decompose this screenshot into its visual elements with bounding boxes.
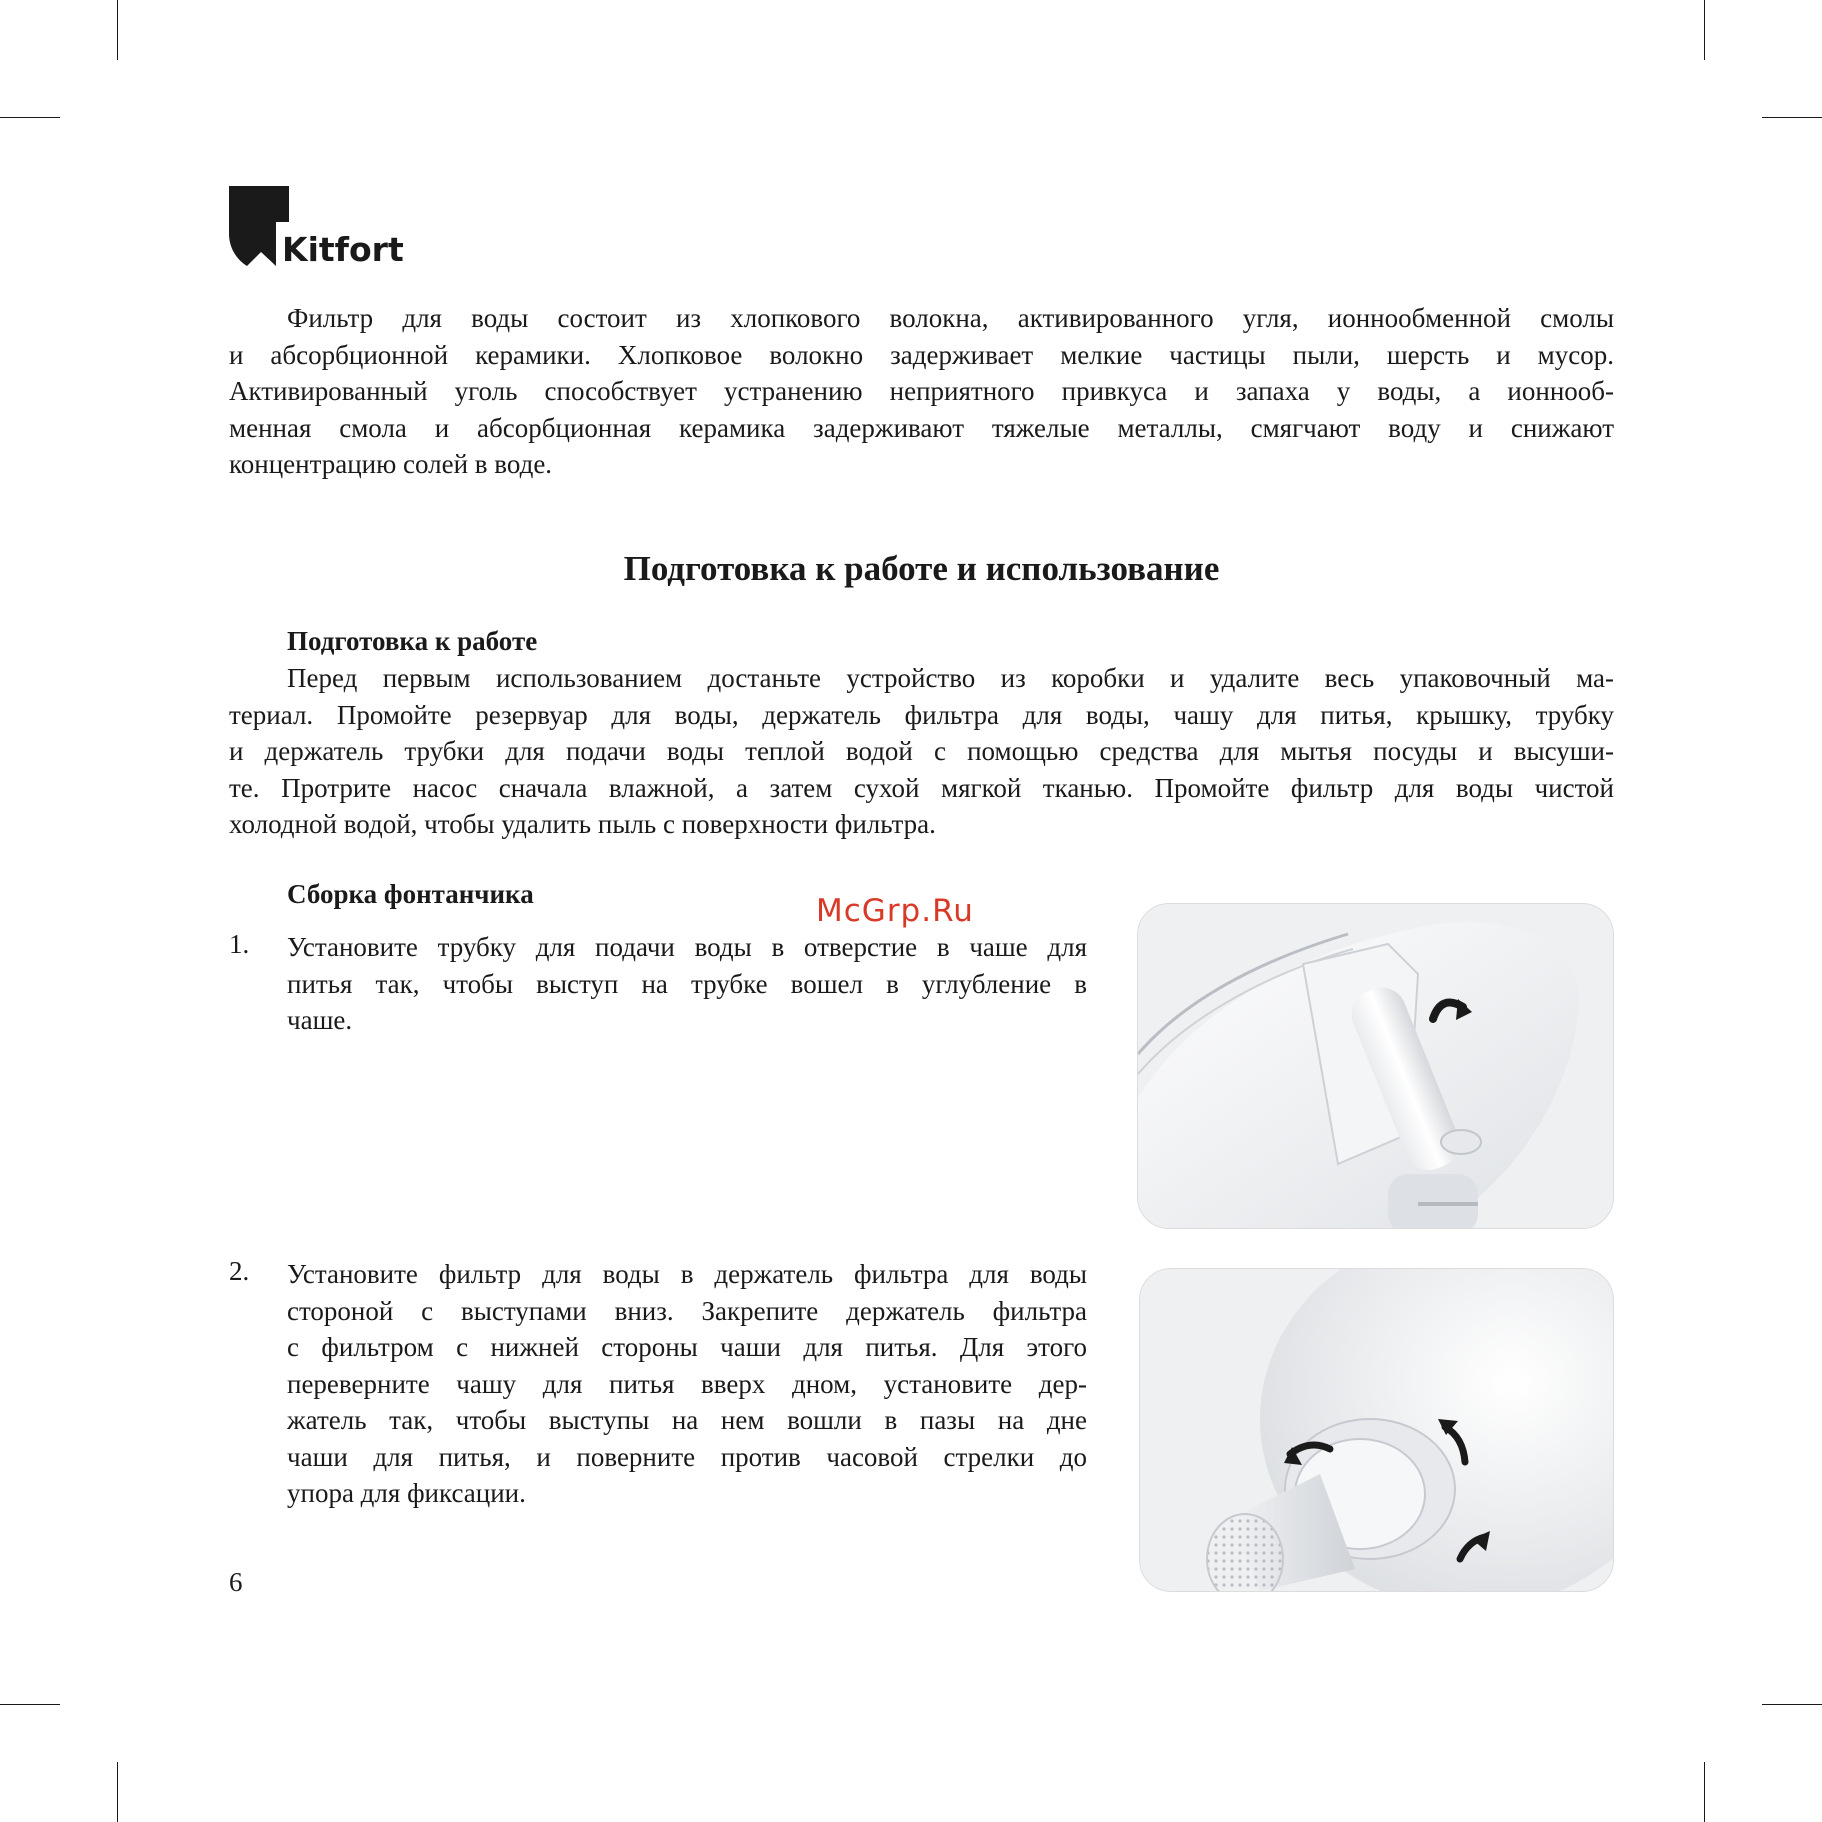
text-line: те. Протрите насос сначала влажной, а затем сухой мягкой тканью. Промойте фильтр для воды чистой	[229, 772, 1614, 803]
text-line: менная смола и абсорбционная керамика задерживают тяжелые металлы, смягчают воду и снижают	[229, 412, 1614, 443]
text-line: питья так, чтобы выступ на трубке вошел в углубление в	[287, 968, 1087, 999]
text-line: чаши для питья, и поверните против часовой стрелки до	[287, 1441, 1087, 1472]
text-line: Установите фильтр для воды в держатель фильтра для воды	[287, 1259, 1087, 1289]
crop-mark	[0, 117, 60, 118]
preparation-paragraph	[229, 660, 1614, 843]
bowl-tube-illustration	[1138, 904, 1613, 1228]
text-line: холодной водой, чтобы удалить пыль с поверхности фильтра.	[229, 809, 936, 839]
watermark: McGrp.Ru	[816, 893, 974, 929]
text-line: чаше.	[287, 1005, 353, 1035]
section-title: Подготовка к работе и использование	[623, 549, 1220, 588]
brand-logo	[229, 186, 409, 272]
crop-mark	[1762, 1704, 1822, 1705]
crop-mark	[0, 1704, 60, 1705]
text-line: Фильтр для воды состоит из хлопкового волокна, активированного угля, ионнообменной смолы	[287, 303, 1614, 333]
crop-mark	[1704, 1762, 1705, 1822]
intro-paragraph	[229, 300, 1614, 483]
text-line: жатель так, чтобы выступы на нем вошли в пазы на дне	[287, 1405, 1087, 1435]
text-line: упора для фиксации.	[287, 1478, 526, 1508]
text-line: и держатель трубки для подачи воды теплой водой с помощью средства для мытья посуды и высуши-	[229, 736, 1614, 766]
crop-mark	[117, 0, 118, 60]
crop-mark	[1704, 0, 1705, 60]
text-line: Активированный уголь способствует устранению неприятного привкуса и запаха у воды, а ионнооб-	[229, 376, 1614, 406]
step-number: 1.	[229, 929, 250, 959]
figure-filter-install	[1139, 1268, 1614, 1592]
text-line: стороной с выступами вниз. Закрепите держатель фильтра	[287, 1295, 1087, 1326]
text-line: концентрацию солей в воде.	[229, 449, 553, 479]
crop-mark	[117, 1762, 118, 1822]
step-2-text	[287, 1256, 1087, 1512]
step-1-text	[287, 929, 1087, 1039]
preparation-heading: Подготовка к работе	[287, 626, 538, 656]
filter-holder-illustration	[1140, 1269, 1613, 1591]
brand-name: Kitfort	[282, 230, 404, 269]
text-line: Перед первым использованием достаньте устройство из коробки и удалите весь упаковочный ма-	[287, 663, 1614, 693]
page-number: 6	[229, 1567, 243, 1597]
text-line: и абсорбционной керамики. Хлопковое волокно задерживает мелкие частицы пыли, шерсть и мусор.	[229, 339, 1614, 370]
text-line: Установите трубку для подачи воды в отверстие в чаше для	[287, 932, 1087, 962]
text-line: териал. Промойте резервуар для воды, держатель фильтра для воды, чашу для питья, крышку, трубку	[229, 699, 1614, 730]
text-line: переверните чашу для питья вверх дном, установите дер-	[287, 1368, 1087, 1399]
text-line: с фильтром с нижней стороны чаши для питья. Для этого	[287, 1332, 1087, 1362]
crop-mark	[1762, 117, 1822, 118]
step-number: 2.	[229, 1256, 250, 1286]
figure-tube-install	[1137, 903, 1614, 1229]
assembly-heading: Сборка фонтанчика	[287, 879, 534, 909]
